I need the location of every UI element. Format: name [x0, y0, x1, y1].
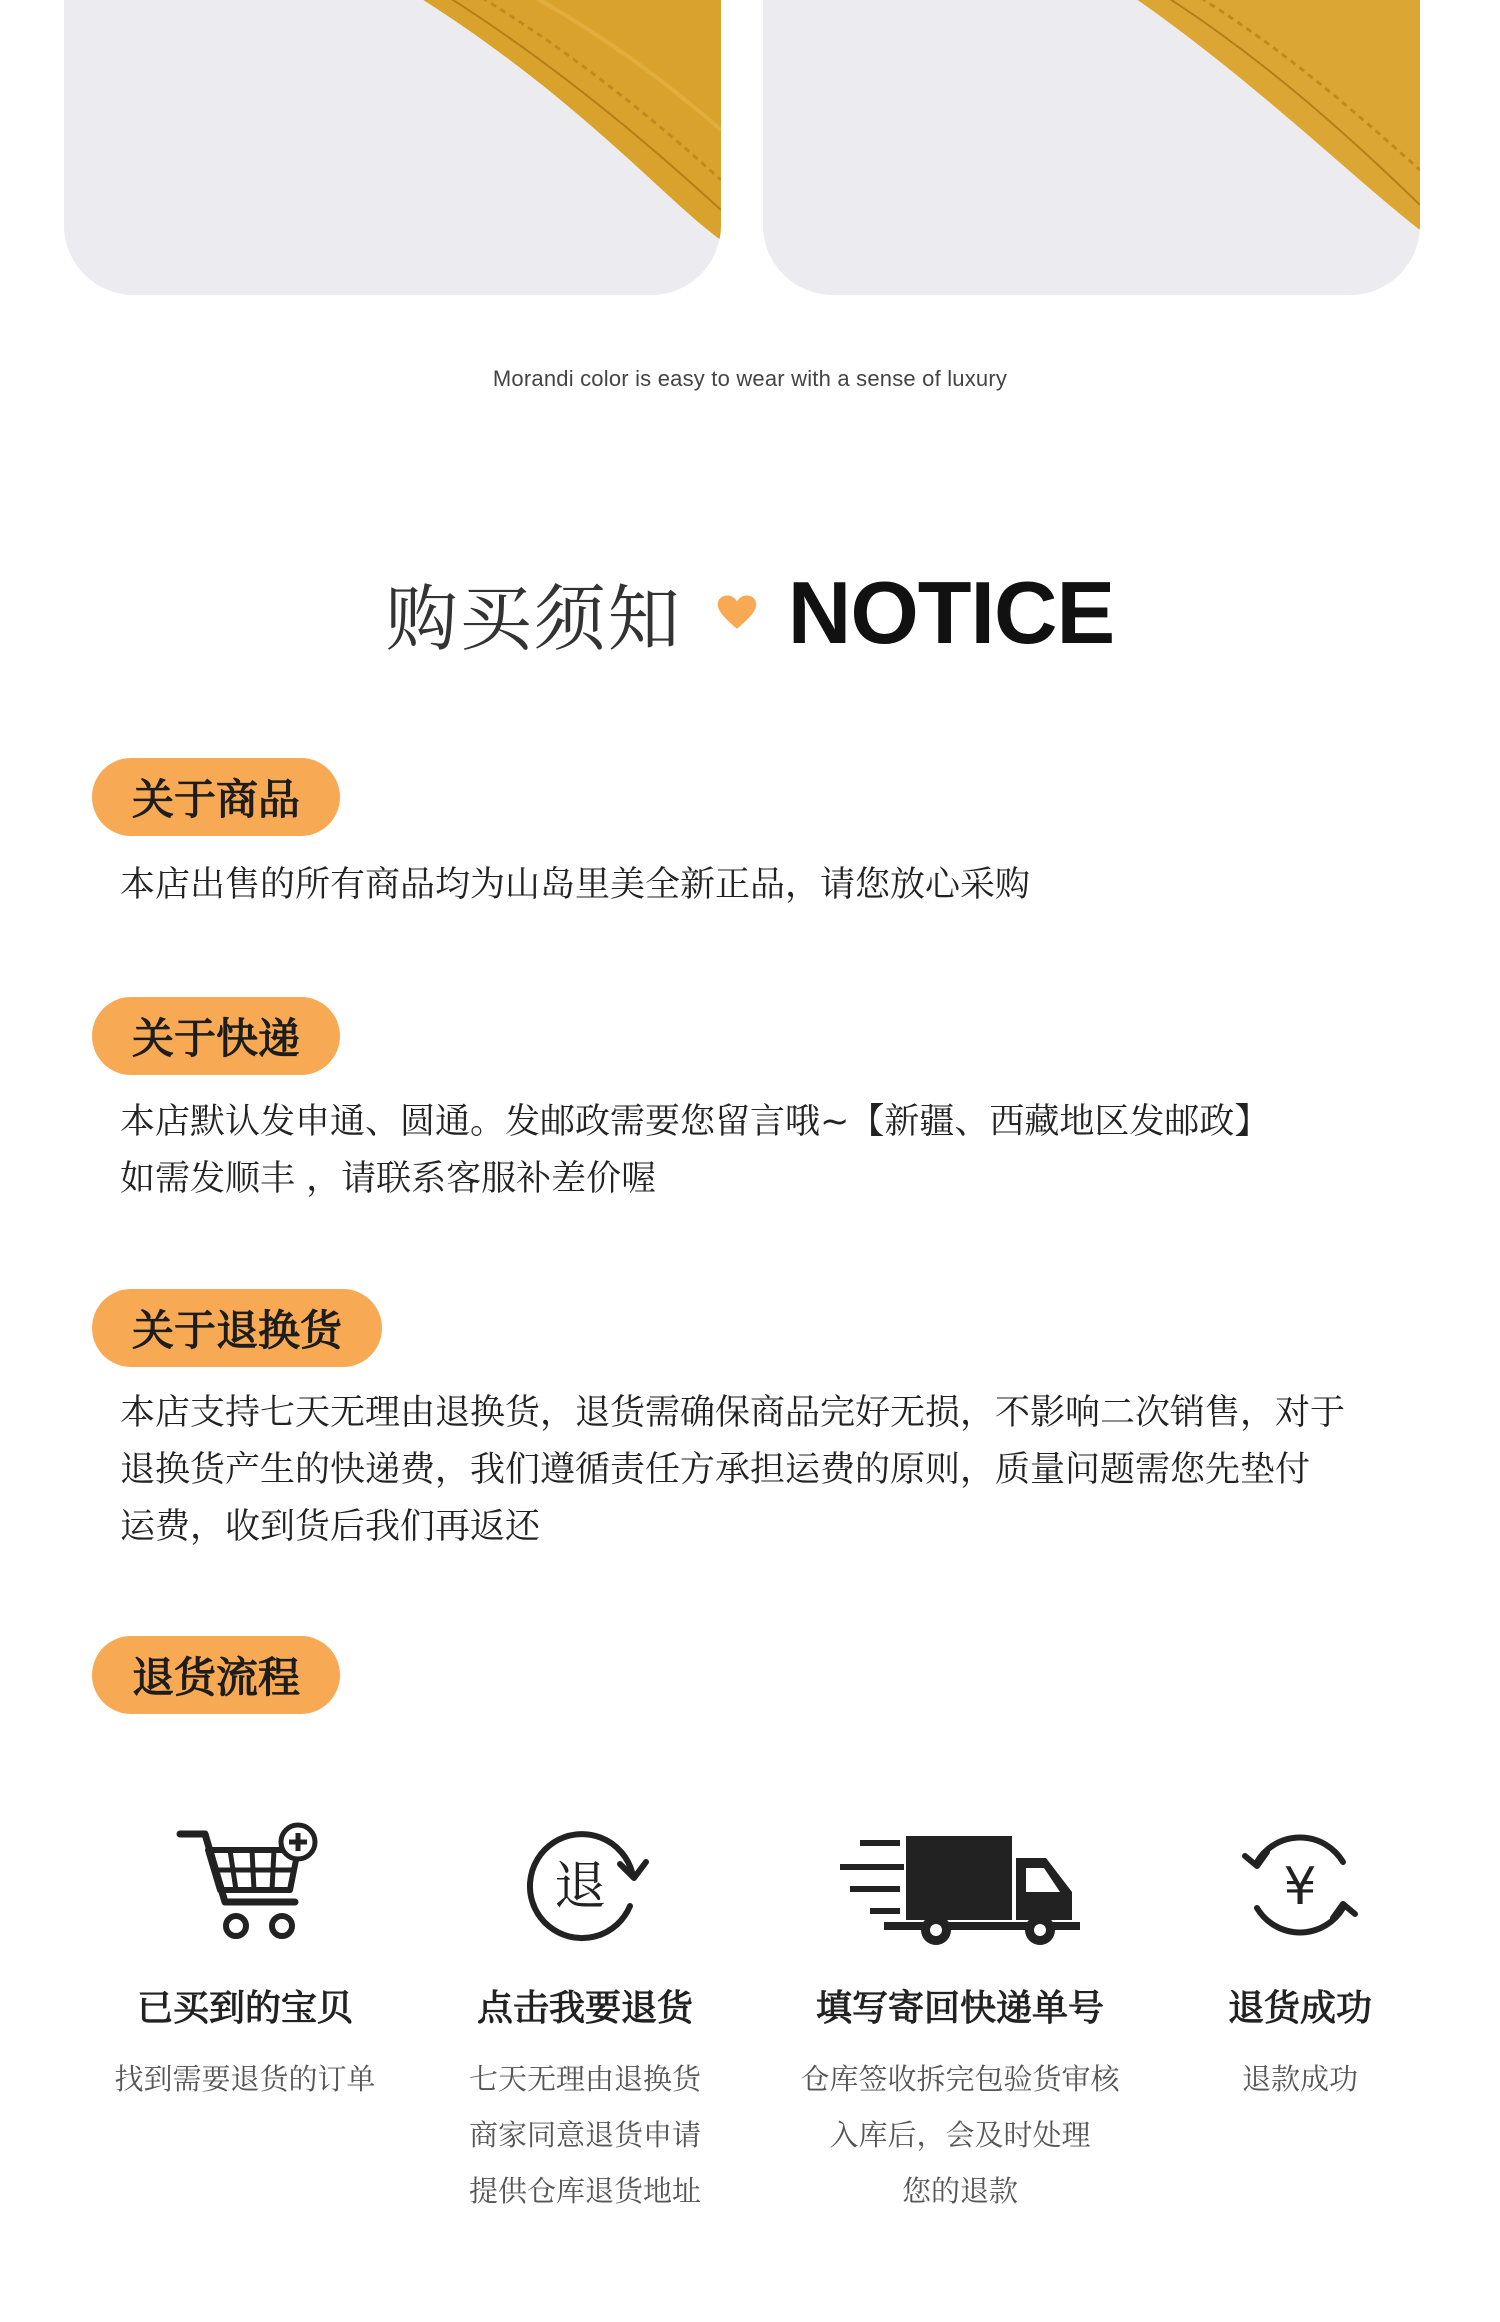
section-text-returns — [120, 1385, 1380, 1556]
return-process-steps — [0, 1800, 1500, 2220]
step-desc — [790, 2051, 1130, 2219]
step-desc — [75, 2051, 415, 2107]
section-line: 本店出售的所有商品均为山岛里美全新正品，请您放心采购 — [120, 865, 1031, 905]
section-line: 本店默认发申通、圆通。发邮政需要您留言哦~【新疆、西藏地区发邮政】 — [120, 1102, 1270, 1142]
return-icon — [520, 1820, 650, 1950]
section-text-shipping — [120, 1094, 1380, 1208]
section-text-product — [120, 857, 1380, 914]
step-desc-line: 提供仓库退货地址 — [468, 2174, 701, 2208]
notice-title-cn: 购买须知 — [385, 577, 682, 661]
step-desc-line: 您的退款 — [901, 2174, 1018, 2208]
step-desc-line: 退款成功 — [1241, 2062, 1358, 2096]
notice-heading — [0, 558, 1500, 668]
step-desc-line: 七天无理由退换货 — [468, 2062, 701, 2096]
step-desc-line: 找到需要退货的订单 — [114, 2062, 376, 2096]
step-desc — [415, 2051, 755, 2219]
yen-icon-char: ¥ — [1283, 1857, 1317, 1917]
step-return-success — [1130, 1800, 1470, 2107]
product-photos — [0, 0, 1500, 300]
step-desc-line: 仓库签收拆完包验货审核 — [800, 2062, 1120, 2096]
heart-icon — [716, 592, 758, 634]
step-desc — [1130, 2051, 1470, 2107]
step-title: 退货成功 — [1227, 1988, 1372, 2029]
photo-caption: Morandi color is easy to wear with a sense of luxury — [492, 366, 1008, 391]
step-title: 填写寄回快递单号 — [815, 1988, 1104, 2029]
product-photo-left — [64, 0, 721, 295]
step-title: 已买到的宝贝 — [136, 1988, 353, 2029]
section-line: 运费，收到货后我们再返还 — [120, 1507, 541, 1547]
step-bought-items — [75, 1800, 415, 2107]
cart-plus-icon — [170, 1820, 320, 1950]
step-title: 点击我要退货 — [476, 1988, 693, 2029]
step-desc-line: 入库后，会及时处理 — [829, 2118, 1091, 2152]
step-click-return — [415, 1800, 755, 2219]
return-icon-char: 退 — [553, 1857, 607, 1917]
step-fill-tracking — [790, 1800, 1130, 2219]
product-photo-right — [763, 0, 1420, 295]
section-line: 退换货产生的快递费，我们遵循责任方承担运费的原则，质量问题需您先垫付 — [120, 1450, 1311, 1490]
section-line: 本店支持七天无理由退换货，退货需确保商品完好无损，不影响二次销售，对于 — [120, 1393, 1346, 1433]
section-label-return-process: 退货流程 — [92, 1636, 340, 1714]
step-desc-line: 商家同意退货申请 — [468, 2118, 701, 2152]
refund-yen-icon — [1235, 1820, 1365, 1950]
section-line: 如需发顺丰 ，请联系客服补差价喔 — [120, 1159, 657, 1199]
delivery-truck-icon — [840, 1830, 1080, 1950]
section-label-returns: 关于退换货 — [92, 1289, 382, 1367]
section-label-product: 关于商品 — [92, 758, 340, 836]
section-label-shipping: 关于快递 — [92, 997, 340, 1075]
notice-title-en: NOTICE — [787, 563, 1115, 662]
